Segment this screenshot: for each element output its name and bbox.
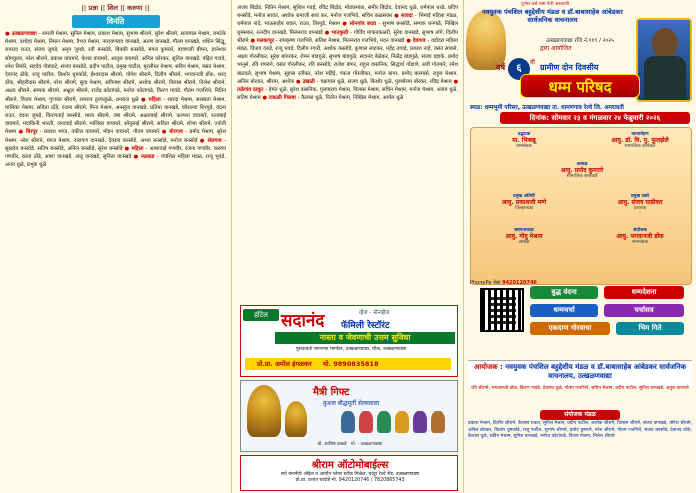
sadanand-tagline: नास्ता व जेवणाची उत्तम सुविधा: [275, 332, 455, 344]
village-paragraph: [237, 38, 458, 85]
village-names: - हेमंत धुळे, सुरेश वासनिक, गुलाबराव मेश्राम, विलास मेश्राम, सचिन मेश्राम, मनोज मेश्राम, अजय धुळे, सतिष मेश्राम: [237, 87, 459, 102]
village-names: - प्रकाश भगत, वकील वाघमारे, मोहन वाघमारे, गौतम वाघमारे: [39, 129, 162, 136]
village-heading: ● शेलगाव: [199, 137, 225, 144]
program-charchasatra: चर्चासत्र: [604, 304, 684, 317]
guest-chief: [479, 194, 569, 212]
village-names: अजय बिंद्रोड, नितिन मेश्राम, सुशिल गवई, रविंद्र बिंद्रोड, मोडकमांक, समीर बिंद्रोड, देवानंद धुळे, धर्मपाल धरडे, प्रदिप बनसोडे, मनोज सावंत, अशोक रामाजी सावं कर, मनोज गजभिये, सचिन कळसकर: [237, 5, 458, 20]
organizer-block: आयोजक : नवयुवक पंचशिल बहुद्देशीय मंडळ व डॉ.बाबासाहेब आंबेडकर सार्वजनिक वाचनालय, उत्खळणवाद्या: [468, 360, 692, 386]
program-felicitation: एकदाण गोरवाचा: [530, 322, 610, 335]
guest-desc: धम्मसेवक: [516, 144, 532, 149]
vase-image: [377, 411, 391, 433]
village-heading: ● टाकळी गिलबा: [262, 95, 298, 102]
village-heading: ● महिला: [140, 96, 164, 103]
village-paragraph: [262, 95, 403, 101]
village-names: - प्रमोद मेश्राम, सुरेश मेश्राम, नरेश श्रीरामे, मंगल मेश्राम, नारायण वानखडे, देवराव बनसोडे, अभय बनसोडे, मनोज बनसोडे: [5, 129, 227, 144]
shriram-proprietor: प्रो.प्रा. प्रशांत चांदोडे मो. 9420120746 / 7820865743: [295, 478, 405, 483]
invitation-header: पूर्णश कर्म धम्म फेरी अरबरणी: [520, 2, 570, 7]
thanks-column: [0, 0, 232, 493]
program-dhammacharcha: धम्मचर्चा: [530, 304, 598, 317]
edition-suffix: वी: [530, 59, 535, 66]
guest-desc: प्रचारक: [634, 206, 646, 211]
varsh-label: वर्ष: [496, 63, 506, 72]
names-list-2: [232, 0, 463, 102]
buddha-statue-image: [247, 385, 281, 437]
village-heading: ● उखळी: [295, 78, 317, 85]
qr-code-pattern: [488, 296, 516, 324]
guest-name: आयु. भगवानजी डोंक: [616, 233, 664, 240]
guest-welcome: [479, 228, 569, 246]
guest-role: संयोजक: [633, 228, 647, 233]
village-heading: ● बोरगाव: [161, 129, 186, 136]
shriram-address: [245, 472, 455, 484]
sanyojak-label: संयोजक मंडळ: [540, 410, 620, 420]
village-heading: ● भातकुली: [324, 29, 351, 36]
payment-label: [470, 280, 537, 286]
village-names: - वडोदरा महिला मंडळ, विजय वरुडे, राजू धवडे, दिलीप रंगारी, अशोक कस्तोडे, कुणाल लाटकर, महेंद्र तायडे, प्रकाश नाहे, वसंत साबले, अक्षय गोरलीकर, सुरेश बांगरकर, रोमन बांडगुळे, सुभाष बांडगुळे, सदानंद बेळेकर, निळेंद्र बांडगुळे, संजय डहाके, प्रमोद भानुसे, रवि शंपरुगे, वसंत गोरलीकर, रवि बनसोडे, राजेश बांगर, राहुल वासनिक, सिद्धार्थ गोंडाणे, अवी गोतमारे, रमेश बाठवले, सुभाष मेश्राम, सुहास रतीकर, नरेश महिंद्रे, पंकज गोरलीकर, मनोज बांगर, प्रमोद बारमासे, राहुल मेश्राम, अनिल बोरकर, श्रीराम, अशोक: [237, 37, 458, 85]
venue-line: स्थळ: धम्मभूमी परिसर, उत्खळणवाद्या ता. धामणगाव रेल्वे जि. अमरावती: [470, 105, 624, 111]
shriram-address-line: सर्व कंपनीचे ऑईल व आर्योन प्लेयर स्टॉक मिळेल, चांदूर रेल्वे रोड, उत्खळणवाद्या: [280, 472, 420, 477]
guests-panel: [470, 127, 692, 285]
portrait-body: [644, 56, 686, 100]
maitri-proprietor: प्रो. आशिष वाकडे: [317, 442, 347, 447]
sadanand-hotel-ad: [240, 305, 458, 377]
guest-name: आयु. संजय घाडीकर: [617, 199, 663, 206]
vase-image: [431, 411, 445, 433]
maitri-address-line: मो. - उत्खळणवाद्या: [350, 442, 383, 447]
village-heading: ● सोनगांव बरडा: [342, 21, 379, 28]
vinanti-title: विनंति: [72, 15, 160, 28]
guest-desc: अध्यक्ष: [518, 240, 530, 245]
village-heading: ● तळेगांव ठाकूर: [237, 78, 458, 94]
organizer-members: रवि श्रीरामे, भगवानजी डोंक, किरण गावंडे, देवानंद धुळे, गौतम गजभिये, सचिन मेश्राम, प्रदीप पाटील, सुनिल वानखडे, अतुल वाघमारे: [471, 386, 689, 391]
program-dhammadeshana: धम्मदेशना: [604, 286, 684, 299]
village-names: - भिमाई महिला मंडळ, धर्मपाल नांदे, भाऊसाहेब रावल, राउत, तिरपुडे, मेश्राम: [237, 13, 458, 28]
village-paragraph: [18, 129, 161, 135]
veg-nonveg-label: व्हेज - नॉनव्हेज: [359, 310, 390, 316]
small-buddha-statue-image: [285, 401, 307, 437]
rural-two-day-label: ग्रामीण दोन दिवसीय: [540, 63, 599, 72]
vase-image: [413, 411, 427, 433]
guest-desc: सामाजिक कार्यकर्ते: [624, 144, 656, 149]
vase-image: [341, 411, 355, 433]
village-heading: ● उत्खळणवाद्या: [5, 31, 39, 37]
organizer-heading: नवयुवक पंचशिल बहुद्देशीय मंडळ व डॉ.बाबासाहेब आंबेडकर सार्वजनिक वाचनालय: [482, 8, 623, 24]
village-names: - रामकृष्ण गजभिये, सतिश मेश्राम, मिलनराव गजभिये, मदन वानखडे: [275, 37, 407, 44]
guest-role: ध्वजारोहण: [631, 132, 649, 137]
village-names: - सुखदेव बनसोडे, सतिष बनसोडे, अनिल बनसोडे, सुरेश बनसोडे: [5, 137, 226, 152]
village-heading: ● बिरपूर: [18, 129, 40, 136]
sadanand-mobile: मो. 9890835818: [322, 360, 379, 368]
thanks-names-list: [0, 30, 231, 169]
guest-name: मा. भिक्खू: [512, 137, 536, 144]
organizer-label: आयोजक: [473, 363, 498, 371]
portrait-face: [652, 28, 678, 58]
village-names: - आशाताई गणवीर, रंजना गणवीर, करुणा गणवीर, कांता ठोंडे, आशा वानखडे, अंजू वानखडे, सुनिता वानखडे: [5, 145, 226, 161]
guest-name: आयु. प्रमोद कुमरारे: [560, 167, 604, 174]
guest-role: प्रमुख अतिथी: [513, 194, 535, 199]
guest-role: स्वागताध्यक्ष: [514, 228, 534, 233]
guest-name: आयु. गोदु मेश्राम: [505, 233, 543, 240]
maitri-gift-subtitle: कुशल बौद्धमूर्ती सेल्सवाला: [323, 400, 380, 407]
sadanand-address: पुसदाकडे जाणाऱ्या मार्गावर, उत्खळणवाद्या, चौक, उत्खळणवाद्या: [295, 347, 407, 352]
phonepe-label: PhonePe पेसा: [470, 280, 501, 286]
guest-president: [537, 162, 627, 180]
sadanand-name: सदानंद: [281, 311, 325, 331]
payment-number: 9420120746: [502, 280, 537, 286]
edition-number-badge: ६: [508, 58, 530, 80]
organizer-name: नवयुवक पंचशिल बहुद्देशीय मंडळ व डॉ.बाबासाहेब आंबेडकर सार्वजनिक वाचनालय, उत्खळणवाद्या: [505, 363, 686, 380]
shriram-name: श्रीराम ऑटोमोबाईल्स: [311, 460, 389, 471]
program-bhim-geete: भिम गिते: [616, 322, 684, 335]
dhamma-parishad-title: धम्म परिषद: [520, 74, 640, 98]
registration-line: उत्खळणवाद्या रजि.नं.११९ / २०२५: [545, 38, 614, 44]
guest-role: उद्घाटक: [517, 132, 531, 137]
guest-role: प्रमुख वक्ते: [631, 194, 649, 199]
guest-role: अध्यक्ष: [576, 162, 588, 167]
village-names: - गोविंद माकतकळरी, सुरेश वानखडे, सुभाष तांगे, दिलीप श्रीरामे: [237, 29, 458, 44]
maitri-gift-name: मैत्री गिफ्ट: [313, 387, 350, 398]
village-names: - सुभाष बनसोडे, सम्यक धनगळे, निखिल धुमसकर, रत्नदीप वानखडे, मिलनराव वानखडे: [237, 21, 459, 36]
program-buddha-vandana: बुद्ध वंदना: [530, 286, 598, 299]
village-names: - चक्रपाल धुळे, संजय धुळे, किशोर धुळे, पुरुषोत्तम बोरकर, रविंद्र मेश्राम: [316, 78, 454, 85]
guest-inaugurator: [479, 132, 569, 150]
sadanand-proprietor: [245, 358, 451, 370]
shriram-automobiles-ad: [240, 455, 458, 491]
guest-name: आयु. डॉ. वि. पु. फुलझेले: [611, 137, 669, 144]
village-names: - शारदा मेश्राम, सरस्वता मेश्राम, मालिका मेश्राम, सविता ठोंडे, रंजना श्रीरामे, मिना मेश्राम, अनसूया वानखडे, प्रतिमा वानखडे, कौशल्या शिरपुडे, वंदना राउत, वंदना जुमडे, किरणताई बनसोडे, माला श्रीरामे, उषा श्रीरामे, अक्षराबाई श्रीरामे, कल्पना वाघमारे, रत्नाबाई वाघमारे, मंदाकिनी भारती, जनावाई श्रीरामे, मालिका वाघमारे, सोनुलाई श्रीरामे, सविता श्रीरामे, शोभा श्रीरामे, ज्योती मेश्राम: [5, 96, 226, 136]
date-banner: दिनांक: सोमवार २३ व मंगळवार २४ फेब्रुवारी २०२६: [500, 112, 690, 124]
village-heading: ● नळकड: [133, 154, 157, 161]
village-paragraph: [250, 38, 406, 44]
village-paragraph: [5, 31, 226, 103]
village-names: - पंचशिल महिला मंडळ, राजू भुवडे, अनय धुळे, प्रभुक धुळे: [5, 154, 226, 169]
maitri-gift-address: [245, 441, 455, 447]
motto-line: || प्रज्ञा || शिल || करुणा ||: [81, 4, 150, 12]
sadanand-proprietor-name: प्रो.प्रा. अमोल इंगळकर: [257, 360, 312, 368]
vase-image: [395, 411, 409, 433]
village-names: - कैलास धुळे, नितीन मेश्राम, निखिल मेश्राम, अमोल धुळे: [297, 95, 404, 102]
organized-by-label: द्वारा आयोजित: [540, 45, 572, 52]
guest-flag-hoisting: [595, 132, 685, 150]
guest-speaker: [595, 194, 685, 212]
guest-name: आयु. प्रकाशजी मग्गे: [501, 199, 547, 206]
hotel-badge: हॉटेल: [243, 309, 279, 321]
ambedkar-portrait: [636, 18, 692, 102]
village-names: - रामजी मेश्राम, सुनिल मेश्राम, प्रकाश मेश्राम, सुभाष श्रीरामे, सुरेश श्रीरामे, सत्यपाल मेश्राम, रामटेके मेश्राम, दशोहर मेश्राम, निमान मेश्राम, वैभव मेश्राम, नारायणराव वानखडे, अरुण वानखडे, गौतम वानखडे, शशिन सिद्धू, रामराव राउत, संजय जुमडे, अनूप जुमडे, रवी बनसोडे, बिक्की बनसोडे, मंगल कुमरारे, बावणजी बीमन, ज्ञानेश्वर सोमकुवर, नरेश श्रीरामे, प्रकाश वाघमारे, केशव वाघमारे, आतुल वाघमारे, अनिल कोरकर, सुनिल वानखडे, पंढ़ित गावडे, रमेश निबोरे, सहदेव गोडघाटे, संजय बनसोडे, प्रदीप पाटील, प्रमुख पाटील, मुरलीधर मेश्राम, सविन मेश्राम, बसंत मेश्राम, देवानंद ठोके, राजू पाटील, किशोर धुमकोडे, ईश्वरदास श्रीरामे, योगेश श्रीरामे, दिलीप श्रीरामे, भगवानजी डोंक, शरद डोंक, श्रीहरीदास श्रीरामे, नरेश श्रीरामे, सुदा मेश्राम, अविनाश श्रीरामे, अशोक श्रीरामे, विलास श्रीरामे, निलेश श्रीरामे, अक्षय श्रीरामे, सम्यक श्रीरामे, अक्षुल श्रीरामे, राजेंद्र कोटांगळे, मनोज कोटांगळे, किरण गावंडे, गौतम गजभिये, नितिन श्रीरामे, विजय मेश्राम, गुणवंत श्रीरामे, रामराव तुरफकुळे, धनराज धुळे: [5, 31, 226, 103]
village-heading: ● सावदा: [394, 13, 415, 20]
guest-desc: समन्वयक: [632, 240, 648, 245]
guest-desc: जिल्हाध्यक्ष: [515, 206, 533, 211]
village-heading: ● मलकापूर: [250, 37, 276, 44]
vase-image: [359, 411, 373, 433]
village-heading: ● देवगाव: [406, 37, 428, 44]
sanyojak-names: प्रकाश मेश्राम, दिलीप श्रीरामे, कैलास राऊत, सुनिल मेश्राम, प्रदीप पाटील, अशोक श्रीरामे, विलास श्रीरामे, संजय वानखडे, योगेश श्रीरामे, अनिल बोरकर, किशोर धुमकोडे, राजू पाटील, सुभाष श्रीरामे, प्रमोद कुमरारे, नरेश श्रीरामे, गौतम गजभिये, संजय बनसोडे, देवानंद ठोके, कैलास धुळे, सविन मेश्राम, सुनिल वानखडे, मनोज कोटांगळे, विजय मेश्राम, निलेश श्रीरामे: [468, 421, 692, 440]
village-paragraph: [296, 79, 454, 85]
maitri-gift-ad: [240, 380, 458, 452]
guest-convenor: [595, 228, 685, 246]
guest-desc: सामाजिक कार्यकर्ते: [566, 174, 598, 179]
village-heading: ● महिला: [124, 145, 146, 152]
family-restaurant-label: फॅमिली रेस्टॉरंट: [341, 321, 390, 331]
